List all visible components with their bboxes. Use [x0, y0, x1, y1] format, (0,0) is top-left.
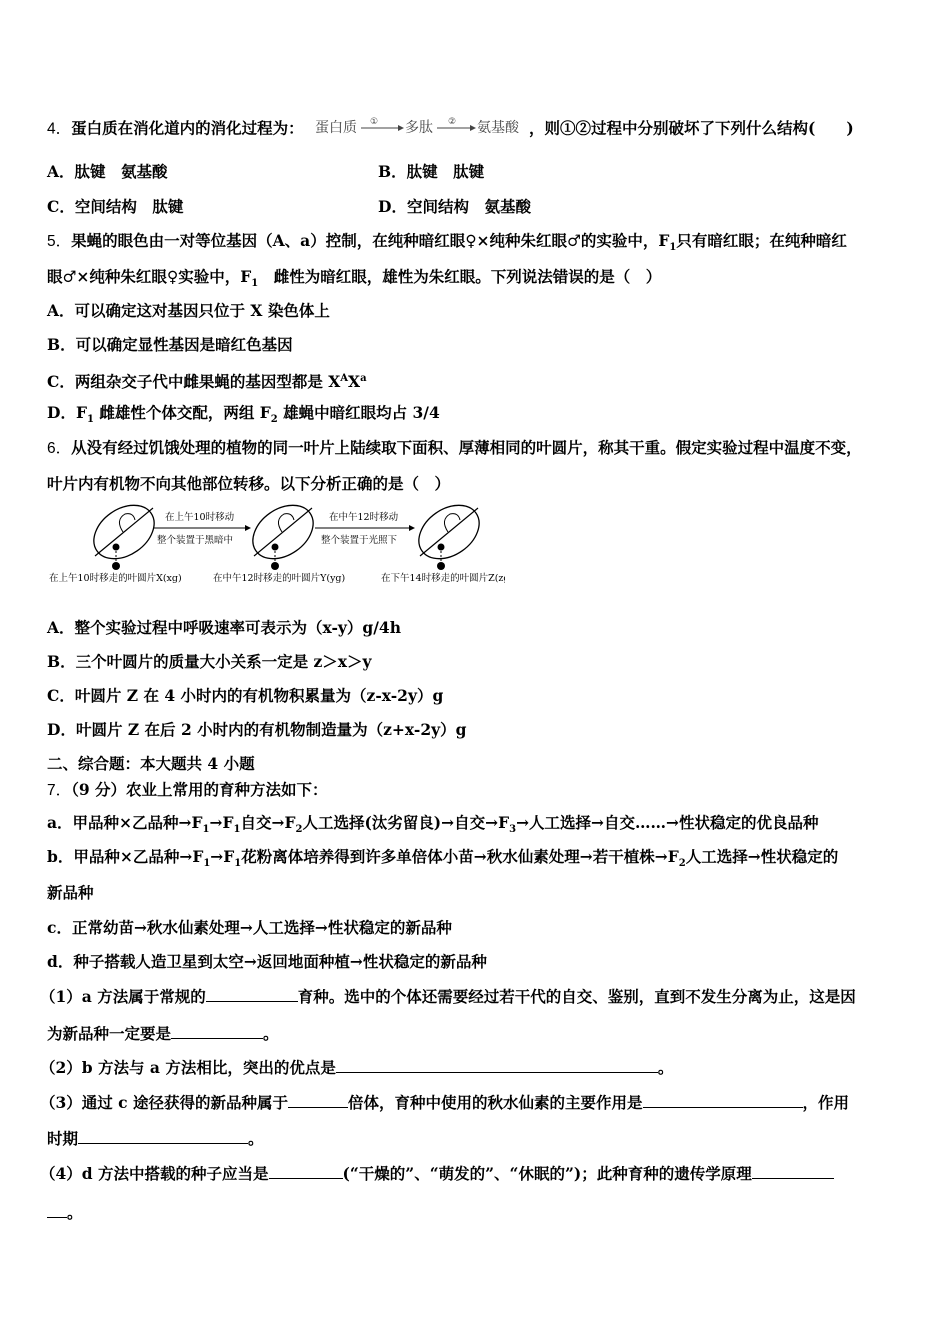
- answer-blank-6[interactable]: [78, 1128, 248, 1144]
- q7-method-c: c．正常幼苗→秋水仙素处理→人工选择→性状稳定的新品种: [47, 918, 452, 937]
- q5-option-a: A．可以确定这对基因只位于 X 染色体上: [47, 301, 330, 320]
- q7-sub1-line1: （1）a 方法属于常规的 育种。选中的个体还需要经过若干代的自交、鉴别，直到不发生分离为止，这是因: [40, 987, 856, 1006]
- leaf-experiment-figure: [45, 500, 505, 594]
- q5-option-d: D．$F_1$ 雌雄性个体交配，两组 $F_2$ 雄蝇中暗红眼均占 3/4: [47, 403, 440, 426]
- q4-option-b: B．肽键 肽键: [378, 162, 485, 181]
- eq-protein: 蛋白质: [315, 120, 358, 136]
- answer-blank-4[interactable]: [288, 1092, 348, 1108]
- q7-method-b-cont: 新品种: [47, 883, 94, 902]
- arrow2-top-label: 在中午12时移动: [329, 512, 399, 523]
- q6-option-d: D．叶圆片 Z 在后 2 小时内的有机物制造量为（z+x-2y）g: [47, 720, 467, 739]
- q7-number: 7．: [47, 782, 72, 799]
- eq-peptide: 多肽: [405, 120, 434, 136]
- q6-stem-line2: 叶片内有机物不向其他部位转移。以下分析正确的是（ ）: [47, 474, 451, 493]
- arrow-1: [153, 511, 251, 546]
- section-2-heading: 二、综合题：本大题共 4 小题: [47, 754, 255, 773]
- q6-number: 6．: [47, 440, 72, 457]
- answer-blank-8-cont[interactable]: [47, 1202, 67, 1218]
- q4-option-d: D．空间结构 氨基酸: [378, 197, 531, 216]
- answer-blank-8[interactable]: [752, 1163, 834, 1179]
- q5-stem-line2: 眼♂×纯种朱红眼♀实验中，$F_1$ 雌性为暗红眼，雄性为朱红眼。下列说法错误的是（ ）: [47, 267, 662, 290]
- q5-option-c: C．两组杂交子代中雌果蝇的基因型都是 $X^AX^a$: [47, 372, 367, 392]
- answer-blank-3[interactable]: [336, 1057, 658, 1073]
- digestion-flow-diagram: [315, 114, 523, 140]
- q4-option-c: C．空间结构 肽键: [47, 197, 184, 216]
- q6-option-b: B．三个叶圆片的质量大小关系一定是 z＞x＞y: [47, 652, 372, 671]
- q6-option-c: C．叶圆片 Z 在 4 小时内的有机物积累量为（z-x-2y）g: [47, 686, 444, 705]
- digestion-equation: [315, 114, 523, 145]
- q6-option-a: A．整个实验过程中呼吸速率可表示为（x-y）g/4h: [47, 618, 401, 637]
- q7-method-d: d．种子搭载人造卫星到太空→返回地面种植→性状稳定的新品种: [47, 952, 487, 971]
- q4-stem: 4．蛋白质在消化道内的消化过程为： 蛋白质 ① 多肽 ② 氨基酸 ，则①②过程中分别破坏了下列什么结构( ): [47, 114, 854, 145]
- q7-sub3-line2: 时期 。: [47, 1129, 264, 1148]
- leaf-y-icon: [243, 500, 323, 570]
- label-leaf-y: 在中午12时移走的叶圆片Y(yg): [213, 573, 346, 584]
- arrow1-top-label: 在上午10时移动: [165, 512, 235, 523]
- arrow1-bottom-label: 整个装置于黑暗中: [157, 535, 234, 546]
- q5-stem-line1: 5．果蝇的眼色由一对等位基因（A、a）控制，在纯种暗红眼♀×纯种朱红眼♂的实验中，$F_1$只有暗红眼；在纯种暗红: [47, 231, 847, 254]
- answer-blank-1[interactable]: [206, 986, 298, 1002]
- q4-option-a: A．肽键 氨基酸: [47, 162, 168, 181]
- q5-option-b: B．可以确定显性基因是暗红色基因: [47, 335, 293, 354]
- q7-method-a: a．甲品种×乙品种$\to F_1\to F_1$自交$\to F_2$人工选择(汰劣留良)→自交$\to F_3\to$人工选择→自交……→性状稳定的优良品种: [47, 813, 819, 836]
- q5-number: 5．: [47, 233, 72, 250]
- answer-blank-2[interactable]: [171, 1023, 263, 1039]
- arrow-2: [315, 511, 415, 546]
- answer-blank-7[interactable]: [269, 1163, 343, 1179]
- q7-sub3-line1: （3）通过 c 途径获得的新品种属于 倍体，育种中使用的秋水仙素的主要作用是 ，作用: [40, 1093, 850, 1112]
- q7-sub2: （2）b 方法与 a 方法相比，突出的优点是 。: [40, 1058, 674, 1077]
- leaf-x-icon: [84, 500, 164, 570]
- leaf-z-icon: [409, 500, 489, 570]
- arrow2-bottom-label: 整个装置于光照下: [321, 535, 398, 546]
- answer-blank-5[interactable]: [643, 1092, 803, 1108]
- q7-intro: 7．（9 分）农业上常用的育种方法如下：: [47, 780, 328, 799]
- eq-step2: ②: [448, 117, 457, 127]
- eq-amino: 氨基酸: [477, 120, 520, 136]
- arrow2-head: [470, 125, 476, 131]
- label-leaf-z: 在下午14时移走的叶圆片Z(zg): [381, 573, 505, 584]
- q7-sub4-line2: 。: [47, 1202, 83, 1223]
- q4-number: 4．: [47, 120, 72, 138]
- label-leaf-x: 在上午10时移走的叶圆片X(xg): [49, 573, 182, 584]
- q6-stem-line1: 6．从没有经过饥饿处理的植物的同一叶片上陆续取下面积、厚薄相同的叶圆片，称其干重。假定实验过程中温度不变，: [47, 438, 862, 457]
- q7-method-b: b．甲品种×乙品种$\to F_1\to F_1$花粉离体培养得到许多单倍体小苗→秋水仙素处理→若干植株$\to F_2$人工选择→性状稳定的: [47, 847, 839, 870]
- q7-sub4-line1: （4）d 方法中搭载的种子应当是 (“干燥的”、“萌发的”、“休眠的”)；此种育种的遗传学原理: [40, 1163, 834, 1184]
- eq-step1: ①: [370, 117, 379, 127]
- arrow1-head: [398, 125, 404, 131]
- q7-sub1-line2: 为新品种一定要是 。: [47, 1024, 279, 1043]
